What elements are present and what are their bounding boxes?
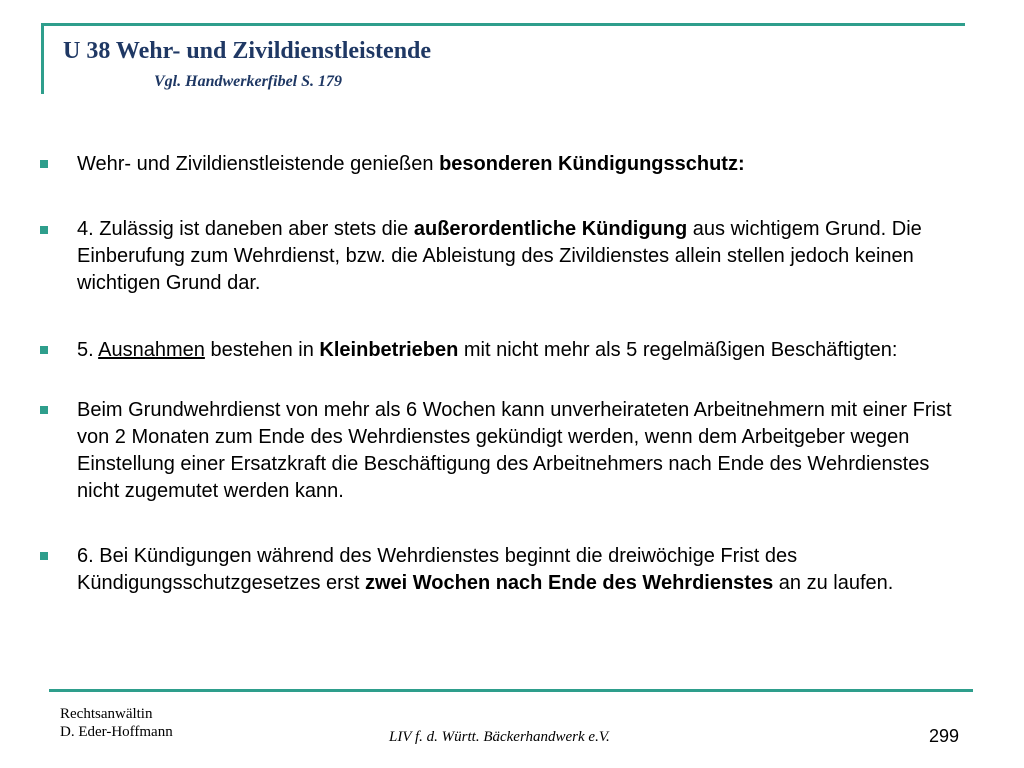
footer-author-line2: D. Eder-Hoffmann bbox=[60, 724, 173, 740]
bullet-text-5: 6. Bei Kündigungen während des Wehrdienstes beginnt die dreiwöchige Frist des Kündigungsschutzgesetzes erst zwei Wochen nach Ende des Wehrdienstes an zu laufen. bbox=[77, 545, 894, 594]
footer-organization: LIV f. d. Württ. Bäckerhandwerk e.V. bbox=[389, 729, 610, 745]
page-number: 299 bbox=[929, 726, 960, 746]
header-top-rule bbox=[41, 23, 965, 26]
header-left-rule bbox=[41, 23, 44, 94]
footer-author-line1: Rechtsanwältin bbox=[60, 706, 153, 722]
bullet-text-4: Beim Grundwehrdienst von mehr als 6 Wochen kann unverheirateten Arbeitnehmern mit einer Frist von 2 Monaten zum Ende des Wehrdienstes gekündigt werden, wenn dem Arbeitgeber wegen Einstellung einer Ersatzkraft die Beschäftigung des Arbeitnehmers nach Ende des Wehrdienstes nicht zugemutet werden kann. bbox=[77, 399, 952, 502]
bullet-marker bbox=[40, 552, 48, 560]
bullet-text-2: 4. Zulässig ist daneben aber stets die außerordentliche Kündigung aus wichtigem Grund. Die Einberufung zum Wehrdienst, bzw. die Ableistung des Zivildienstes allein stellen jedoch keinen wichtigen Grund dar. bbox=[77, 218, 922, 294]
bullet-text-1: Wehr- und Zivildienstleistende genießen besonderen Kündigungsschutz: bbox=[77, 153, 745, 175]
slide-title: U 38 Wehr- und Zivildienstleistende bbox=[63, 38, 432, 64]
slide-subtitle: Vgl. Handwerkerfibel S. 179 bbox=[154, 73, 343, 90]
bullet-marker bbox=[40, 346, 48, 354]
bullet-marker bbox=[40, 406, 48, 414]
bullet-marker bbox=[40, 226, 48, 234]
bullet-marker bbox=[40, 160, 48, 168]
bullet-text-3: 5. Ausnahmen bestehen in Kleinbetrieben mit nicht mehr als 5 regelmäßigen Beschäftigten: bbox=[77, 339, 898, 361]
footer-rule bbox=[49, 689, 973, 692]
footer-author bbox=[60, 705, 173, 741]
